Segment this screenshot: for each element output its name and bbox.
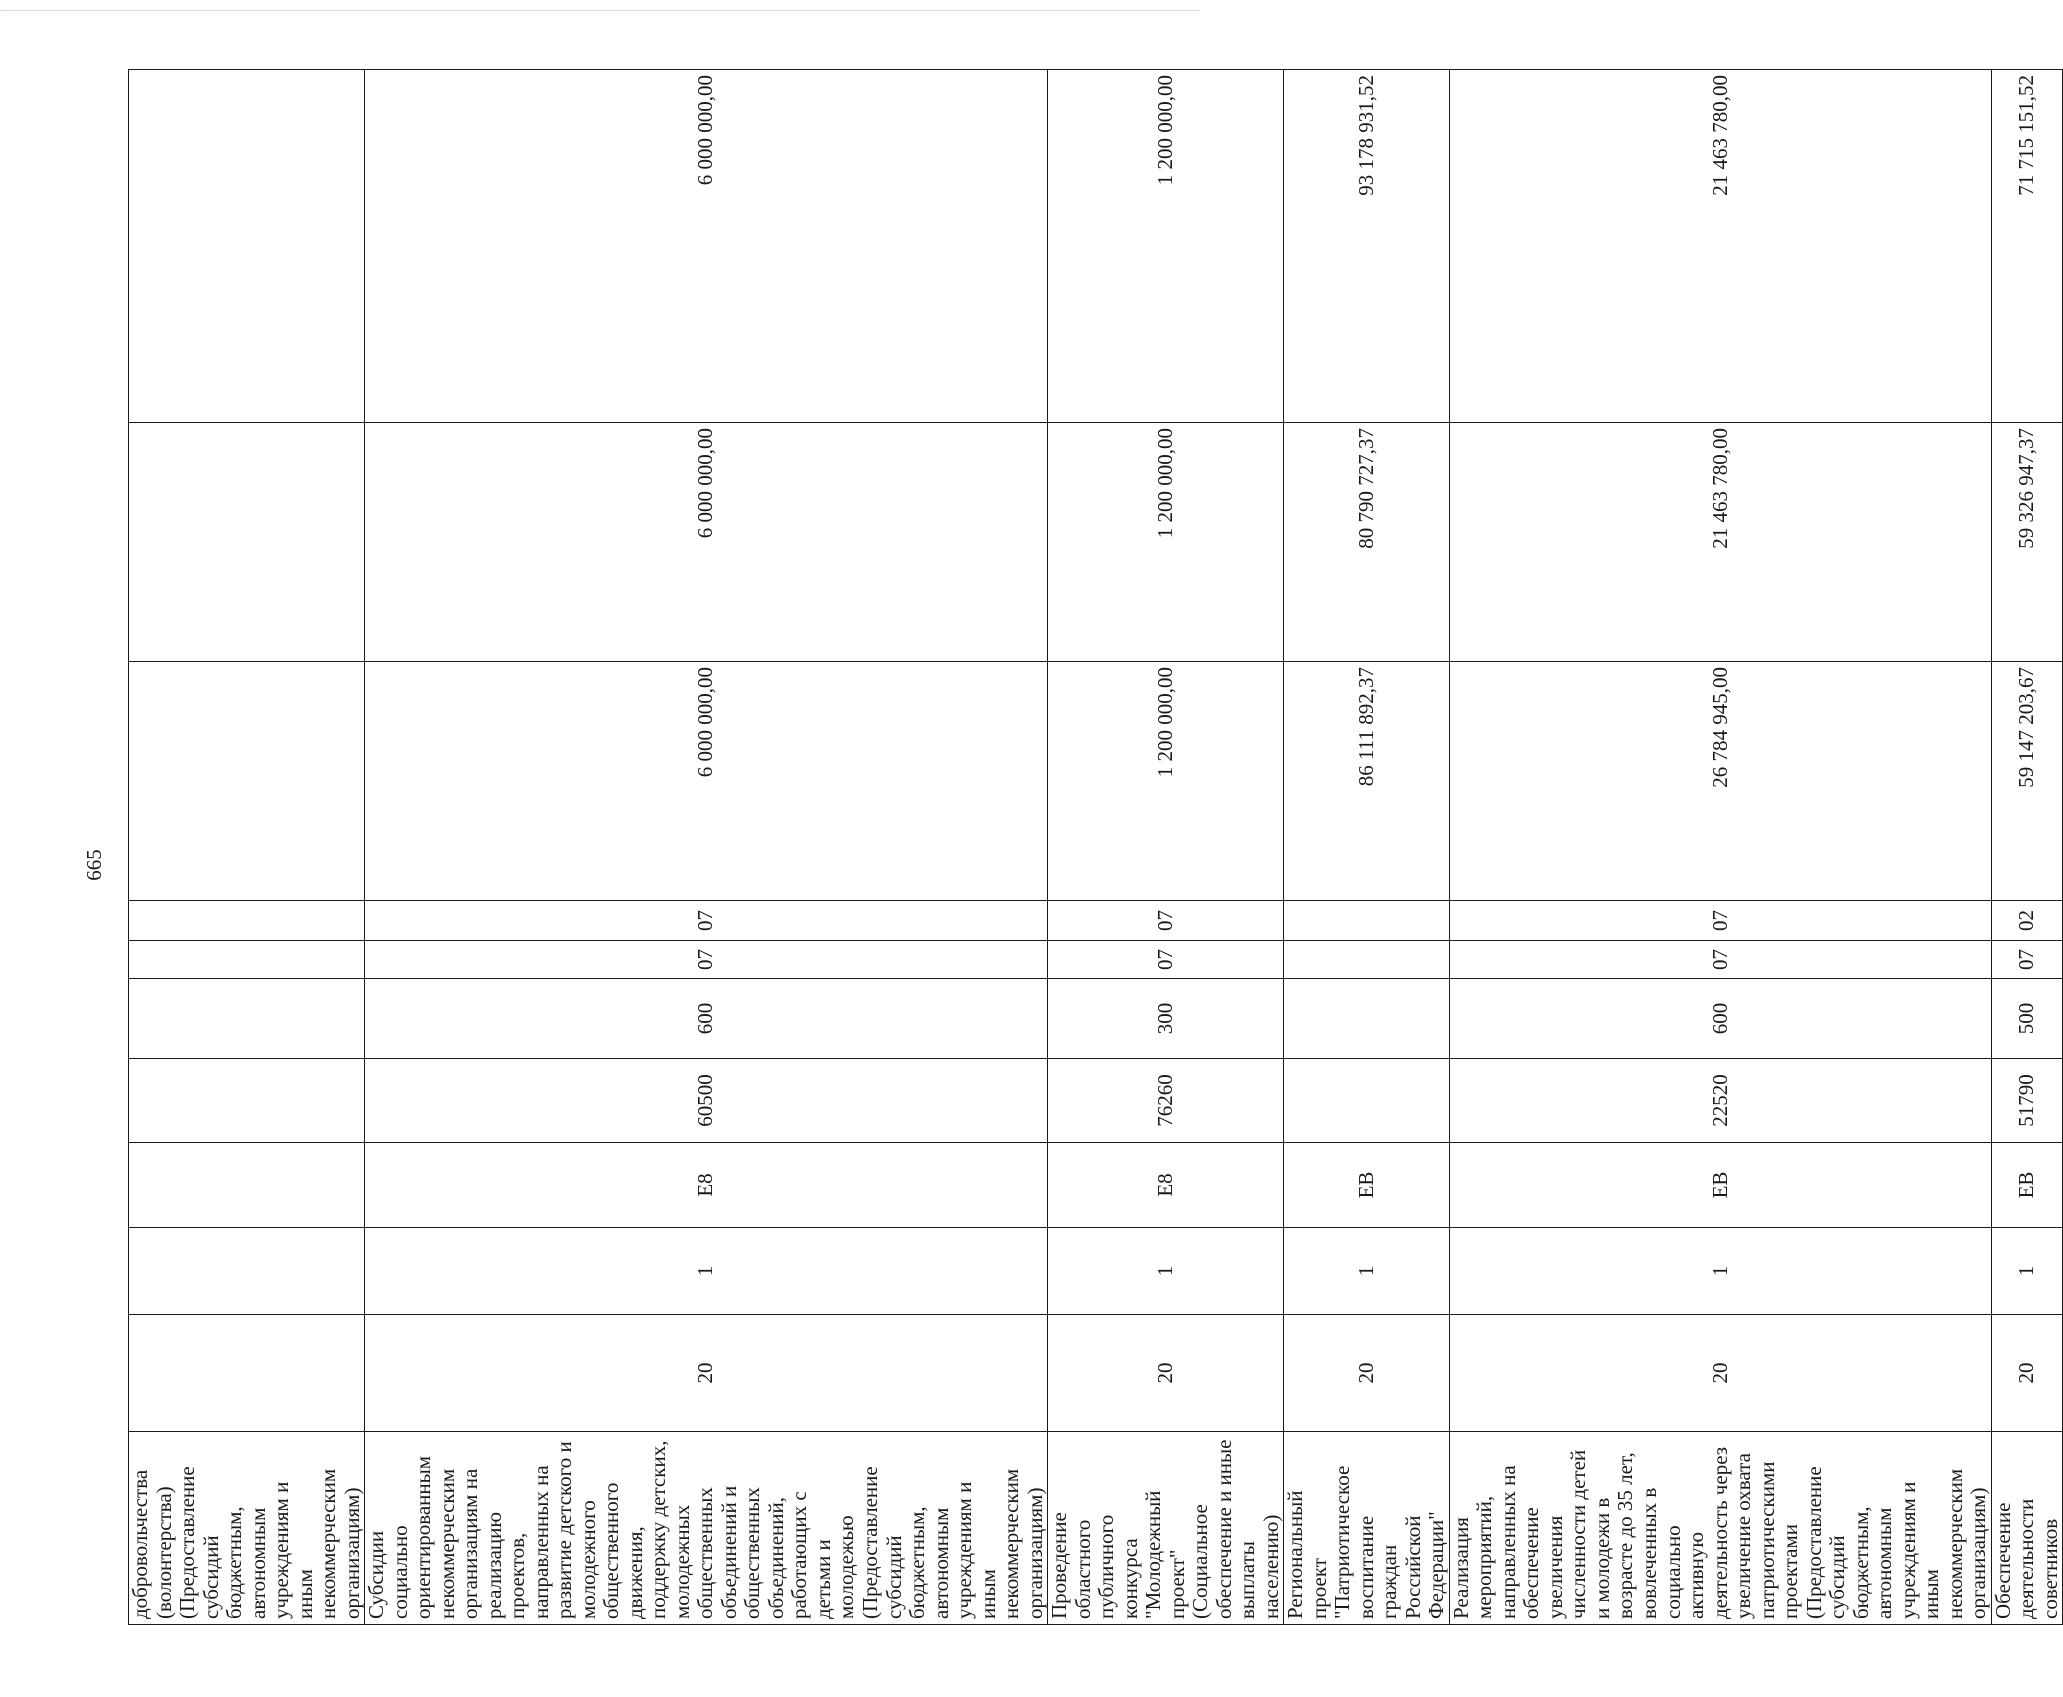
row-description: добровольчества (волонтерства) (Предоставление субсидий бюджетным, автономным учреждениям и иным некоммерческим организациям) [129, 1432, 365, 1625]
scan-edge-line [0, 10, 1200, 11]
amount-2024 [129, 662, 365, 901]
table-row [1449, 70, 1991, 1625]
amount-2024: 86 111 892,37 [1284, 662, 1450, 901]
direction-code [1284, 1059, 1450, 1143]
amount-2025: 21 463 780,00 [1449, 423, 1991, 662]
subprogram-code: 1 [1048, 1228, 1284, 1315]
page-number: 665 [82, 849, 106, 881]
direction-code: 22520 [1449, 1059, 1991, 1143]
section-code: 07 [1449, 941, 1991, 979]
amount-2025: 80 790 727,37 [1284, 423, 1450, 662]
table-row [1048, 70, 1284, 1625]
expense-type-code: 300 [1048, 979, 1284, 1059]
subsection-code: 07 [1449, 901, 1991, 941]
subsection-code: 07 [1048, 901, 1284, 941]
row-description: Обеспечение деятельности советников [1991, 1432, 2063, 1625]
amount-2025: 6 000 000,00 [365, 423, 1048, 662]
subprogram-code: 1 [365, 1228, 1048, 1315]
section-code [1284, 941, 1450, 979]
section-code [129, 941, 365, 979]
budget-table [128, 69, 2063, 1625]
subsection-code [1284, 901, 1450, 941]
subprogram-code [129, 1228, 365, 1315]
program-code: 20 [1048, 1315, 1284, 1432]
project-code: Е8 [365, 1143, 1048, 1228]
subsection-code: 07 [365, 901, 1048, 941]
amount-2026: 6 000 000,00 [365, 70, 1048, 423]
amount-2024: 6 000 000,00 [365, 662, 1048, 901]
program-code: 20 [1449, 1315, 1991, 1432]
table-row [1991, 70, 2063, 1625]
amount-2026: 1 200 000,00 [1048, 70, 1284, 423]
direction-code: 60500 [365, 1059, 1048, 1143]
amount-2024: 1 200 000,00 [1048, 662, 1284, 901]
direction-code: 76260 [1048, 1059, 1284, 1143]
project-code [129, 1143, 365, 1228]
expense-type-code: 600 [1449, 979, 1991, 1059]
amount-2026: 21 463 780,00 [1449, 70, 1991, 423]
amount-2025 [129, 423, 365, 662]
row-description: Реализация мероприятий, направленных на обеспечение увеличения численности детей и молодежи в возрасте до 35 лет, вовлеченных в социально активную деятельность через увеличение охвата патриотическими проектами (Предоставление субсидий бюджетным, автономным учреждениям и иным некоммерческим организациям) [1449, 1432, 1991, 1625]
project-code: ЕВ [1449, 1143, 1991, 1228]
table-row [1284, 70, 1450, 1625]
direction-code [129, 1059, 365, 1143]
amount-2026: 93 178 931,52 [1284, 70, 1450, 423]
amount-2024: 26 784 945,00 [1449, 662, 1991, 901]
expense-type-code [129, 979, 365, 1059]
row-description: Проведение областного публичного конкурса "Молодежный проект" (Социальное обеспечение и иные выплаты населению) [1048, 1432, 1284, 1625]
table-row [365, 70, 1048, 1625]
amount-2024: 59 147 203,67 [1991, 662, 2063, 901]
expense-type-code: 500 [1991, 979, 2063, 1059]
section-code: 07 [365, 941, 1048, 979]
table-row [129, 70, 365, 1625]
subprogram-code: 1 [1284, 1228, 1450, 1315]
subsection-code [129, 901, 365, 941]
program-code [129, 1315, 365, 1432]
row-description: Субсидии социально ориентированным некоммерческим организациям на реализацию проектов, направленных на развитие детского и молодежного общественного движения, поддержку детских, молодежных общественных объединений и общественных объединений, работающих с детьми и молодежью (Предоставление субсидий бюджетным, автономным учреждениям и иным некоммерческим организациям) [365, 1432, 1048, 1625]
rotated-page-content [128, 70, 2062, 1625]
program-code: 20 [1284, 1315, 1450, 1432]
project-code: Е8 [1048, 1143, 1284, 1228]
row-description: Региональный проект "Патриотическое воспитание граждан Российской Федерации" [1284, 1432, 1450, 1625]
amount-2026: 71 715 151,52 [1991, 70, 2063, 423]
section-code: 07 [1991, 941, 2063, 979]
expense-type-code [1284, 979, 1450, 1059]
project-code: ЕВ [1991, 1143, 2063, 1228]
amount-2025: 59 326 947,37 [1991, 423, 2063, 662]
program-code: 20 [365, 1315, 1048, 1432]
amount-2026 [129, 70, 365, 423]
project-code: ЕВ [1284, 1143, 1450, 1228]
expense-type-code: 600 [365, 979, 1048, 1059]
program-code: 20 [1991, 1315, 2063, 1432]
subprogram-code: 1 [1991, 1228, 2063, 1315]
section-code: 07 [1048, 941, 1284, 979]
subprogram-code: 1 [1449, 1228, 1991, 1315]
subsection-code: 02 [1991, 901, 2063, 941]
direction-code: 51790 [1991, 1059, 2063, 1143]
amount-2025: 1 200 000,00 [1048, 423, 1284, 662]
